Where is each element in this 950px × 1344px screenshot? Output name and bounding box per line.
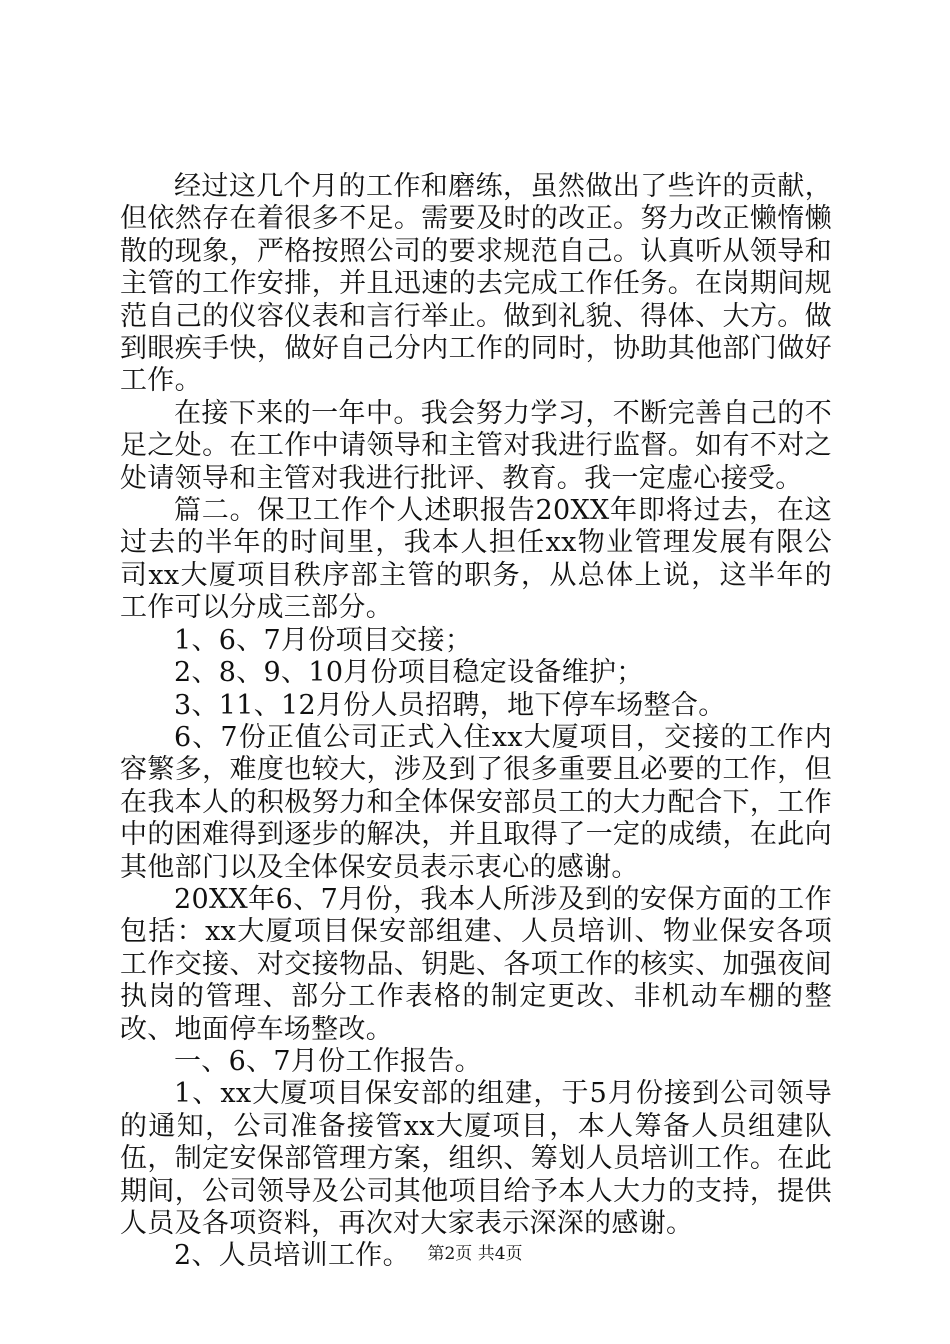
list-item: 3、11、12月份人员招聘，地下停车场整合。 xyxy=(174,689,726,721)
paragraph: 经过这几个月的工作和磨练，虽然做出了些许的贡献，但依然存在着很多不足。需要及时的改正。努力改正懒惰懒散的现象，严格按照公司的要求规范自己。认真听从领导和主管的工作安排，并且迅速的去完成工作任务。在岗期间规范自己的仪容仪表和言行举止。做到礼貌、得体、大方。做到眼疾手快，做好自己分内工作的同时，协助其他部门做好工作。 xyxy=(120,171,832,397)
page-footer: 第2页 共4页 xyxy=(427,1244,523,1264)
section-heading: 一、6、7月份工作报告。 xyxy=(174,1045,482,1077)
paragraph: 6、7份正值公司正式入住xx大厦项目，交接的工作内容繁多，难度也较大，涉及到了很多重要且必要的工作，但在我本人的积极努力和全体保安部员工的大力配合下，工作中的困难得到逐步的解决，并且取得了一定的成绩，在此向其他部门以及全体保安员表示衷心的感谢。 xyxy=(120,721,832,883)
paragraph: 在接下来的一年中。我会努力学习，不断完善自己的不足之处。在工作中请领导和主管对我进行监督。如有不对之处请领导和主管对我进行批评、教育。我一定虚心接受。 xyxy=(120,397,832,494)
paragraph: 1、xx大厦项目保安部的组建，于5月份接到公司领导的通知，公司准备接管xx大厦项目，本人筹备人员组建队伍，制定安保部管理方案，组织、筹划人员培训工作。在此期间，公司领导及公司其他项目给予本人大力的支持，提供人员及各项资料，再次对大家表示深深的感谢。 xyxy=(120,1078,832,1239)
document-body xyxy=(120,171,832,1273)
paragraph: 20XX年6、7月份，我本人所涉及到的安保方面的工作包括：xx大厦项目保安部组建、人员培训、物业保安各项工作交接、对交接物品、钥匙、各项工作的核实、加强夜间执岗的管理、部分工作表格的制定更改、非机动车棚的整改、地面停车场整改。 xyxy=(120,883,832,1045)
paragraph: 篇二。保卫工作个人述职报告20XX年即将过去，在这过去的半年的时间里，我本人担任xx物业管理发展有限公司xx大厦项目秩序部主管的职务，从总体上说，这半年的工作可以分成三部分。 xyxy=(120,495,832,624)
list-item: 1、6、7月份项目交接； xyxy=(174,624,473,656)
list-item: 2、8、9、10月份项目稳定设备维护； xyxy=(174,657,644,689)
list-item: 2、人员培训工作。 xyxy=(174,1240,410,1272)
